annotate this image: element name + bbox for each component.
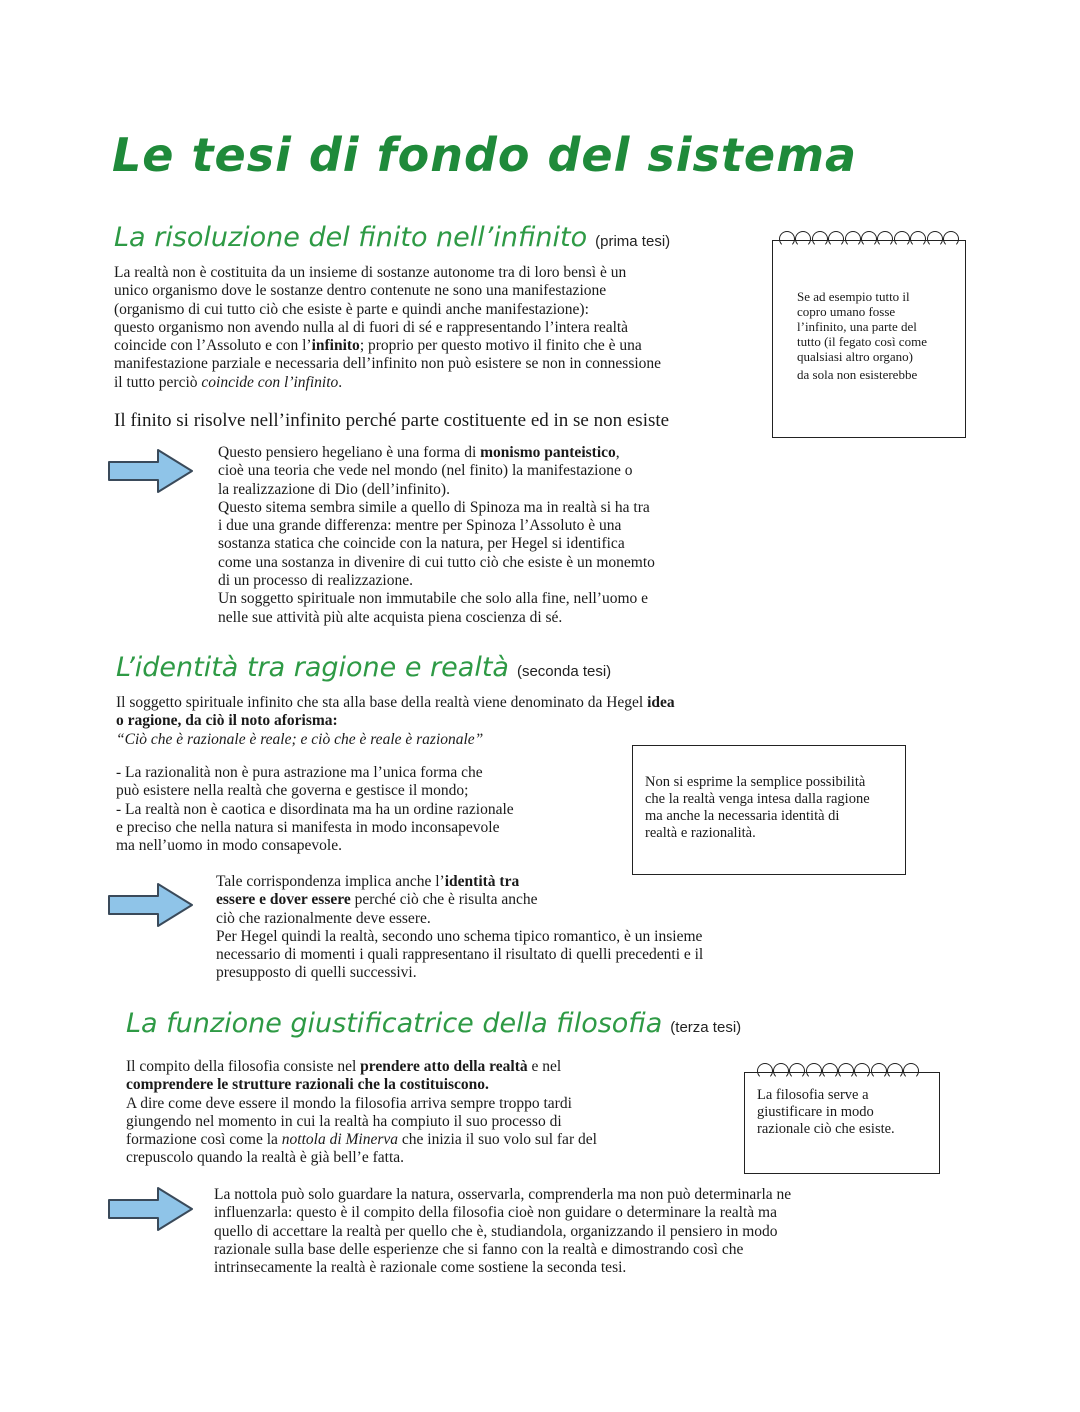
section-2-heading <box>116 652 611 683</box>
intro-line: (organismo di cui tutto ciò che esiste è parte e quindi anche manifestazione): <box>114 300 589 318</box>
section-3-explanation <box>214 1186 914 1277</box>
explanation-line: Questo pensiero hegeliano è una forma di monismo panteistico, <box>218 444 620 461</box>
intro-line: formazione così come la nottola di Minerva che inizia il suo volo sul far del <box>126 1131 597 1149</box>
intro-line: manifestazione parziale e necessaria dell’infinito non può esistere se non in connessione <box>114 355 662 373</box>
explanation-line: razionale sulla base delle esperienze che si fanno con la realtà e dimostrando così che <box>214 1240 744 1258</box>
notepad-spirals <box>757 1063 919 1079</box>
section-3-title: La funzione giustificatrice della filosofia <box>126 1008 663 1039</box>
explanation-line: La nottola può solo guardare la natura, osservarla, comprenderla ma non può determinarla ne <box>214 1186 792 1203</box>
note-1-text <box>797 289 957 382</box>
intro-line: Il compito della filosofia consiste nel prendere atto della realtà e nel <box>126 1058 562 1075</box>
section-2-explanation <box>216 873 806 983</box>
note-line: tutto (il fegato così come <box>797 334 927 349</box>
note-line: che la realtà venga intesa dalla ragione <box>645 791 870 807</box>
spiral-notepad-icon <box>744 1072 940 1174</box>
note-line: razionale ciò che esiste. <box>757 1121 895 1137</box>
intro-line: comprendere le strutture razionali che la costituiscono. <box>126 1076 489 1094</box>
explanation-line: intrinsecamente la realtà è razionale come sostiene la seconda tesi. <box>214 1259 627 1277</box>
explanation-line: presupposto di quelli successivi. <box>216 964 417 982</box>
explanation-line: influenzarla: questo è il compito della filosofia cioè non guidare o determinare la realtà ma <box>214 1204 777 1222</box>
section-3-tag: (terza tesi) <box>670 1019 742 1036</box>
section-2-list <box>116 764 616 855</box>
explanation-line: ciò che razionalmente deve essere. <box>216 909 431 927</box>
explanation-line: Per Hegel quindi la realtà, secondo uno schema tipico romantico, è un insieme <box>216 927 703 945</box>
list-item: - La razionalità non è pura astrazione ma l’unica forma che <box>116 764 483 781</box>
note-line: Non si esprime la semplice possibilità <box>645 774 866 790</box>
note-line: La filosofia serve a <box>757 1087 869 1103</box>
explanation-line: Tale corrispondenza implica anche l’identità tra <box>216 873 520 890</box>
note-line: da sola non esisterebbe <box>797 367 918 382</box>
note-line: ma anche la necessaria identità di <box>645 808 840 824</box>
explanation-line: Un soggetto spirituale non immutabile che solo alla fine, nell’uomo e <box>218 590 649 608</box>
section-1-tag: (prima tesi) <box>595 233 671 250</box>
note-box-2 <box>632 745 906 875</box>
intro-line: Il soggetto spirituale infinito che sta alla base della realtà viene denominato da Hegel idea <box>116 694 675 711</box>
list-item: - La realtà non è caotica e disordinata ma ha un ordine razionale <box>116 800 514 818</box>
note-2-text <box>645 774 901 842</box>
explanation-line: di un processo di realizzazione. <box>218 572 413 590</box>
note-line: Se ad esempio tutto il <box>797 289 910 304</box>
note-line: copro umano fosse <box>797 304 896 319</box>
right-arrow-icon <box>106 446 196 496</box>
intro-line: La realtà non è costituita da un insieme di sostanze autonome tra di loro bensì è un <box>114 264 627 281</box>
note-3-text <box>757 1087 933 1138</box>
intro-line: A dire come deve essere il mondo la filosofia arriva sempre troppo tardi <box>126 1094 572 1112</box>
explanation-line: sostanza statica che coincide con la natura, per Hegel si identifica <box>218 535 625 553</box>
intro-line: o ragione, da ciò il noto aforisma: <box>116 712 338 730</box>
list-item: e preciso che nella natura si manifesta in modo inconsapevole <box>116 818 500 836</box>
intro-line: crepuscolo quando la realtà è già bell’e fatta. <box>126 1149 405 1167</box>
section-1-explanation <box>218 444 758 627</box>
spiral-notepad-icon <box>772 240 966 438</box>
explanation-line: necessario di momenti i quali rappresentano il risultato di quelli precedenti e il <box>216 946 704 964</box>
section-2-tag: (seconda tesi) <box>516 663 612 680</box>
aphorism: “Ciò che è razionale è reale; e ciò che è reale è razionale” <box>116 730 484 748</box>
explanation-line: Questo sitema sembra simile a quello di Spinoza ma in realtà si ha tra <box>218 498 650 516</box>
explanation-line: i due una grande differenza: mentre per Spinoza l’Assoluto è una <box>218 517 622 535</box>
explanation-line: come una sostanza in divenire di cui tutto ciò che esiste è un monemto <box>218 553 655 571</box>
section-3-heading <box>126 1008 741 1039</box>
note-line: realtà e razionalità. <box>645 825 756 841</box>
right-arrow-icon <box>106 1184 196 1234</box>
explanation-line: la realizzazione di Dio (dell’infinito). <box>218 480 450 498</box>
section-2-intro <box>116 694 776 749</box>
intro-line: unico organismo dove le sostanze dentro contenute ne sono una manifestazione <box>114 282 607 300</box>
section-3-intro <box>126 1058 706 1168</box>
intro-line: giungendo nel momento in cui la realtà ha compiuto il suo processo di <box>126 1112 562 1130</box>
page-title: Le tesi di fondo del sistema <box>112 128 858 182</box>
notepad-spirals <box>779 231 959 247</box>
intro-line: coincide con l’Assoluto e con l’infinito; proprio per questo motivo il finito che è una <box>114 337 642 355</box>
list-item: ma nell’uomo in modo consapevole. <box>116 837 342 855</box>
note-line: l’infinito, una parte del <box>797 319 917 334</box>
section-1-heading <box>114 222 670 253</box>
explanation-line: nelle sue attività più alte acquista piena coscienza di sé. <box>218 608 563 626</box>
note-line: qualsiasi altro organo) <box>797 349 914 364</box>
intro-line: questo organismo non avendo nulla al di fuori di sé e rappresentando l’intera realtà <box>114 318 629 336</box>
note-line: giustificare in modo <box>757 1104 874 1120</box>
intro-line: il tutto perciò coincide con l’infinito. <box>114 373 343 391</box>
explanation-line: essere e dover essere perché ciò che è risulta anche <box>216 891 538 909</box>
right-arrow-icon <box>106 880 196 930</box>
section-2-title: L’identità tra ragione e realtà <box>116 652 509 683</box>
section-1-title: La risoluzione del finito nell’infinito <box>114 222 588 253</box>
section-1-statement: Il finito si risolve nell’infinito perché parte costituente ed in se non esiste <box>114 410 670 431</box>
explanation-line: cioè una teoria che vede nel mondo (nel finito) la manifestazione o <box>218 462 633 480</box>
list-item: può esistere nella realtà che governa e gestisce il mondo; <box>116 782 469 800</box>
section-1-intro <box>114 264 754 392</box>
explanation-line: quello di accettare la realtà per quello che è, studiandola, organizzando il pensiero in modo <box>214 1222 778 1240</box>
